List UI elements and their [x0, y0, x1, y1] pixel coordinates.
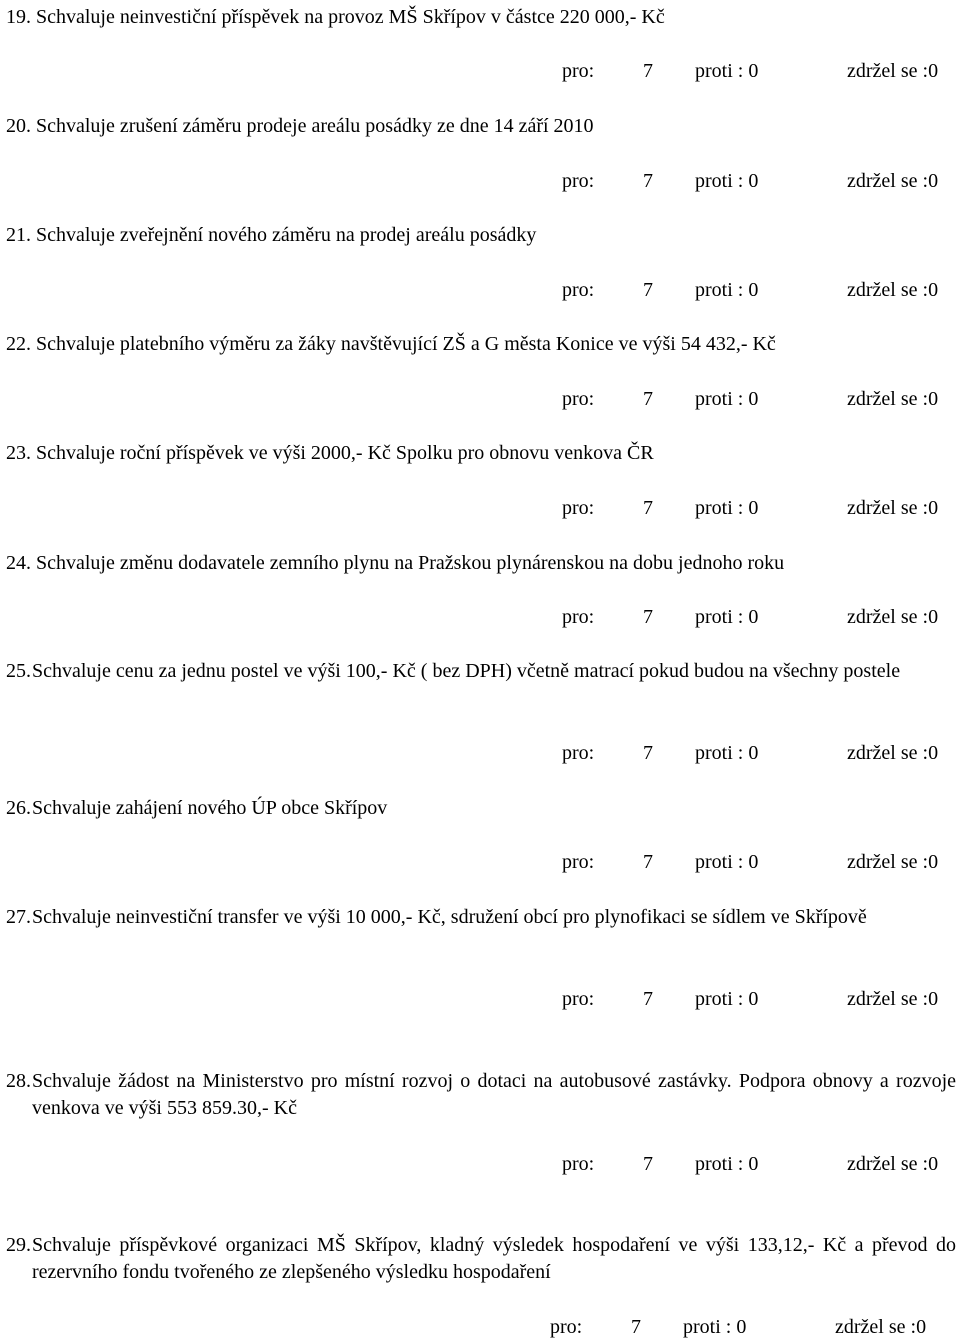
vote-pro-label: pro:: [562, 170, 595, 192]
item-number: 19.: [6, 6, 31, 28]
item-number: 21.: [6, 224, 31, 246]
resolution-item: [6, 1068, 960, 1122]
vote-abstain: zdržel se :0: [847, 742, 939, 764]
vote-pro-count: 7: [643, 388, 653, 410]
vote-pro-count: 7: [643, 170, 653, 192]
vote-pro-count: 7: [643, 497, 653, 519]
vote-pro-count: 7: [643, 742, 653, 764]
vote-pro-label: pro:: [562, 988, 595, 1010]
vote-pro-label: pro:: [550, 1316, 583, 1338]
item-text: Schvaluje zahájení nového ÚP obce Skřípov: [32, 797, 388, 819]
resolution-item: [6, 550, 960, 577]
vote-proti: proti : 0: [695, 170, 759, 192]
vote-abstain: zdržel se :0: [847, 279, 939, 301]
item-number: 26.: [6, 797, 31, 819]
vote-abstain: zdržel se :0: [847, 388, 939, 410]
item-number: 27.: [6, 906, 31, 928]
item-text: Schvaluje neinvestiční příspěvek na provoz MŠ Skřípov v částce 220 000,- Kč: [36, 6, 665, 28]
item-number: 20.: [6, 115, 31, 137]
item-text: Schvaluje příspěvkové organizaci MŠ Skřípov, kladný výsledek hospodaření ve výši 133,12,- Kč a převod do rezervního fondu tvořeného ze zlepšeného výsledku hospodaření: [32, 1234, 956, 1283]
vote-pro-label: pro:: [562, 60, 595, 82]
item-number: 22.: [6, 333, 31, 355]
vote-abstain: zdržel se :0: [847, 60, 939, 82]
item-text: Schvaluje roční příspěvek ve výši 2000,- Kč Spolku pro obnovu venkova ČR: [36, 442, 654, 464]
vote-abstain: zdržel se :0: [847, 851, 939, 873]
vote-pro-label: pro:: [562, 1153, 595, 1175]
item-text: Schvaluje změnu dodavatele zemního plynu na Pražskou plynárenskou na dobu jednoho roku: [36, 552, 785, 574]
resolution-item: [6, 795, 960, 822]
vote-proti: proti : 0: [695, 60, 759, 82]
vote-pro-label: pro:: [562, 279, 595, 301]
item-text: Schvaluje žádost na Ministerstvo pro místní rozvoj o dotaci na autobusové zastávky. Podpora obnovy a rozvoje venkova ve výši 553 859.30,- Kč: [32, 1070, 956, 1119]
vote-pro-count: 7: [643, 988, 653, 1010]
vote-proti: proti : 0: [695, 388, 759, 410]
vote-pro-label: pro:: [562, 742, 595, 764]
vote-proti: proti : 0: [683, 1316, 747, 1338]
vote-pro-label: pro:: [562, 606, 595, 628]
vote-pro-count: 7: [631, 1316, 641, 1338]
item-number: 24.: [6, 552, 31, 574]
vote-proti: proti : 0: [695, 497, 759, 519]
vote-pro-count: 7: [643, 60, 653, 82]
resolution-item: [6, 658, 960, 685]
resolution-item: [6, 440, 960, 467]
vote-pro-count: 7: [643, 851, 653, 873]
vote-abstain: zdržel se :0: [847, 1153, 939, 1175]
vote-abstain: zdržel se :0: [835, 1316, 927, 1338]
item-text: Schvaluje cenu za jednu postel ve výši 100,- Kč ( bez DPH) včetně matrací pokud budou na všechny postele: [32, 660, 901, 682]
item-text: Schvaluje neinvestiční transfer ve výši 10 000,- Kč, sdružení obcí pro plynofikaci se sídlem ve Skřípově: [32, 906, 867, 928]
item-number: 23.: [6, 442, 31, 464]
vote-abstain: zdržel se :0: [847, 497, 939, 519]
resolution-item: [6, 222, 960, 249]
vote-proti: proti : 0: [695, 988, 759, 1010]
item-text: Schvaluje zveřejnění nového záměru na prodej areálu posádky: [36, 224, 537, 246]
resolution-item: [6, 1232, 960, 1286]
item-number: 29.: [6, 1234, 31, 1256]
vote-pro-label: pro:: [562, 497, 595, 519]
vote-abstain: zdržel se :0: [847, 988, 939, 1010]
resolution-item: [6, 331, 960, 358]
vote-abstain: zdržel se :0: [847, 170, 939, 192]
vote-pro-count: 7: [643, 279, 653, 301]
vote-pro-count: 7: [643, 606, 653, 628]
vote-abstain: zdržel se :0: [847, 606, 939, 628]
vote-proti: proti : 0: [695, 279, 759, 301]
vote-pro-count: 7: [643, 1153, 653, 1175]
vote-proti: proti : 0: [695, 1153, 759, 1175]
resolution-item: [6, 113, 960, 140]
item-number: 25.: [6, 660, 31, 682]
vote-pro-label: pro:: [562, 851, 595, 873]
vote-pro-label: pro:: [562, 388, 595, 410]
vote-proti: proti : 0: [695, 851, 759, 873]
item-number: 28.: [6, 1070, 31, 1092]
vote-proti: proti : 0: [695, 742, 759, 764]
item-text: Schvaluje zrušení záměru prodeje areálu posádky ze dne 14 září 2010: [36, 115, 594, 137]
resolution-item: [6, 4, 960, 31]
vote-proti: proti : 0: [695, 606, 759, 628]
resolution-item: [6, 904, 960, 931]
item-text: Schvaluje platebního výměru za žáky navštěvující ZŠ a G města Konice ve výši 54 432,- Kč: [36, 333, 776, 355]
